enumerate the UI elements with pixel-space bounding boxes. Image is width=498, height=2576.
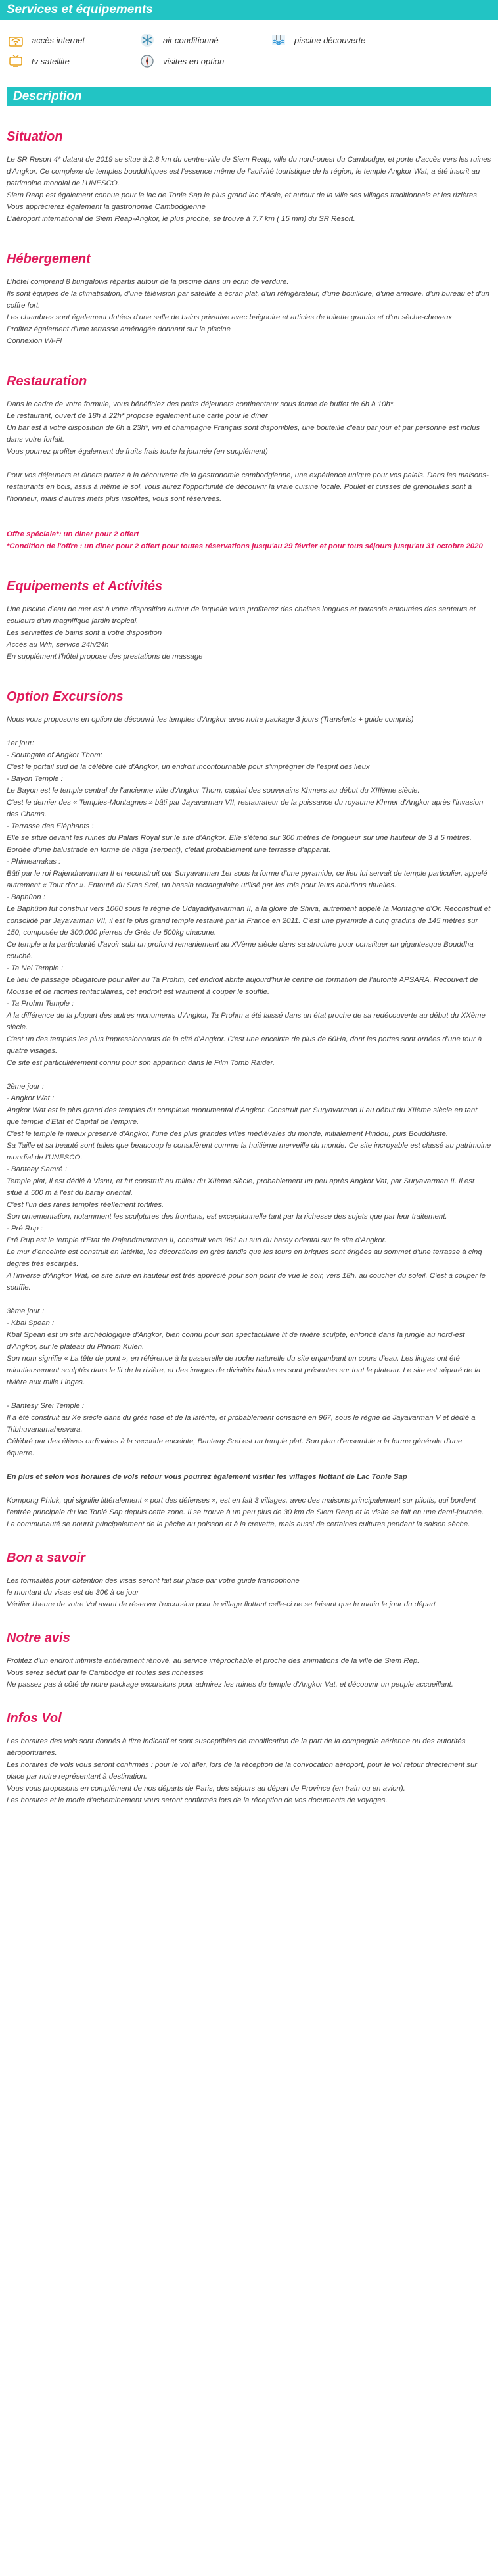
snowflake-icon: [138, 33, 156, 47]
service-item: [269, 33, 401, 47]
service-item: [138, 33, 269, 47]
infosvol-title: Infos Vol: [7, 1711, 62, 1725]
day3-list: [7, 1305, 491, 1459]
excursion-line: Ce temple a la particularité d'avoir subi un profond remaniement au XVème siècle dans sa structure pour constituer un gigantesque Bouddha couché.: [7, 941, 474, 960]
paragraph: Une piscine d'eau de mer est à votre disposition autour de laquelle vous profiterez des chaises longues et parasols entourées des senteurs et couleurs d'un magnifique jardin tropical.: [7, 605, 476, 625]
excursion-line: C'est le dernier des « Temples-Montagnes » bâti par Jayavarman VII, restaurateur de la puissance du royaume Khmer d'Angkor après l'invasion des Chams.: [7, 799, 484, 818]
situation-section: [7, 129, 491, 225]
excursion-line: Le lieu de passage obligatoire pour aller au Ta Prohm, cet endroit abrite aujourd'hui le centre de formation de l'autorité APSARA. Recouvert de Mousse et de racines tentaculaires, cet endroit est vraiment à couper le souffle.: [7, 976, 478, 996]
paragraph: Kompong Phluk, qui signifie littéralement « port des défenses », est en fait 3 villages, avec des maisons principalement sur pilotis, qui bordent l'entrée principale du lac Tonlé Sap depuis cette zone. Il se trouve à un peu plus de 30 km de Siem Reap et la visite se fait en une demi-journée. La communauté se nourrit principalement de la pêche au poisson et à la crevette, mais aussi de certaines cultures pendant la saison sèche.: [7, 1497, 484, 1528]
description-header: Description: [7, 87, 491, 106]
excursion-line: Son nom signifie « La tête de pont », en référence à la passerelle de roche naturelle du site enjambant un cours d'eau. Les lingas ont été minutieusement sculptés dans le lit de la rivière, et des images de divinités hindoues sont présentes sur tout le plateau. Le site est séparé de la rivière aux mille Lingas.: [7, 1355, 481, 1386]
excursion-line: - Terrasse des Eléphants :: [7, 822, 94, 830]
infosvol-section: [7, 1710, 491, 1806]
notreavis-title: Notre avis: [7, 1631, 70, 1645]
wifi-icon: [7, 33, 25, 47]
excursion-line: 2ème jour :: [7, 1083, 44, 1090]
paragraph: Un bar est à votre disposition de 6h à 23h*, vin et champagne Français sont disponibles, une bouteille d'eau par jour et par personne est inclus dans votre forfait.: [7, 424, 480, 444]
excursion-line: Son ornementation, notamment les sculptures des frontons, est exceptionnelle tant par la richesse des sujets que par leur traitement.: [7, 1213, 447, 1221]
excursion-line: Sa Taille et sa beauté sont telles que beaucoup le considèrent comme la huitième merveille du monde. Ce site incroyable est classé au patrimoine mondial de l'UNESCO.: [7, 1142, 491, 1161]
paragraph: Vous pourrez profiter également de fruits frais toute la journée (en supplément): [7, 448, 268, 456]
paragraph: Siem Reap est également connue pour le lac de Tonle Sap le plus grand lac d'Asie, et autour de la ville ses villages traditionnels et les rizières Vous apprécierez également la gastronomie Cambodgienne: [7, 191, 477, 211]
offer-conditions: *Condition de l'offre : un diner pour 2 offert pour toutes réservations jusqu'au 29 février et pour tous séjours jusqu'au 31 octobre 2020: [7, 542, 483, 550]
paragraph: Ne passez pas à côté de notre package excursions pour admirez les ruines du temple d'Angkor Vat, et découvrir un peuple accueillant.: [7, 1681, 453, 1689]
hebergement-title: Hébergement: [7, 252, 91, 266]
day2-list: [7, 1081, 491, 1294]
pool-icon: [269, 33, 288, 47]
excursion-line: Le Bayon est le temple central de l'ancienne ville d'Angkor Thom, capital des souverains Khmers au début du XIIIème siècle.: [7, 787, 420, 795]
excursion-line: Bâti par le roi Rajendravarman II et reconstruit par Suryavarman 1er sous la forme d'une pyramide, ce lieu lui servait de temple particulier, appelé autrement « Tour d'or ». Entouré du Sras Srei, un bassin rectangulaire utilisé par les rois pour leurs ablutions rituelles.: [7, 870, 487, 889]
excursion-line: C'est le portail sud de la célèbre cité d'Angkor, un endroit incontournable pour s'imprégner de l'esprit des lieux: [7, 763, 370, 771]
paragraph: Les horaires et le mode d'acheminement vous seront confirmés lors de la réception de vos documents de voyages.: [7, 1796, 388, 1804]
paragraph: Les formalités pour obtention des visas seront fait sur place par votre guide francophone: [7, 1577, 300, 1585]
offer-title: Offre spéciale*: un diner pour 2 offert: [7, 530, 139, 538]
excursion-line: Elle se situe devant les ruines du Palais Royal sur le site d'Angkor. Elle s'étend sur 300 mètres de longueur sur une hauteur de 3 à 5 mètres. Bordée d'une balustrade en forme de nâga (serpent), c'était probablement une terrasse d'apparat.: [7, 834, 472, 854]
restauration-title: Restauration: [7, 374, 87, 388]
paragraph: Vous vous proposons en complément de nos départs de Paris, des séjours au départ de Province (en train ou en avion).: [7, 1785, 405, 1792]
paragraph: Accès au Wifi, service 24h/24h: [7, 641, 109, 649]
paragraph: En supplément l'hôtel propose des prestations de massage: [7, 653, 203, 661]
paragraph: Vous serez séduit par le Cambodge et toutes ses richesses: [7, 1669, 204, 1677]
paragraph: Le SR Resort 4* datant de 2019 se situe à 2.8 km du centre-ville de Siem Reap, ville du nord-ouest du Cambodge, et porte d'accès vers les ruines d'Angkor. Ce complexe de temples bouddhiques est l'essence même de l'activité touristique de la région, le temple Angkor Wat, a été inscrit au patrimoine mondial de l'UNESCO.: [7, 156, 491, 187]
service-label: accès internet: [32, 35, 85, 45]
excursion-line: C'est un des temples les plus impressionnants de la cité d'Angkor. C'est une enceinte de plus de 60Ha, dont les portes sont ornées d'une tour à quatre visages.: [7, 1035, 482, 1055]
paragraph: Les serviettes de bains sont à votre disposition: [7, 629, 162, 637]
excursion-line: - Ta Prohm Temple :: [7, 1000, 74, 1008]
excursion-line: 3ème jour :: [7, 1307, 44, 1315]
notreavis-section: [7, 1630, 491, 1691]
excursion-line: Temple plat, il est dédié à Visnu, et fut construit au milieu du XIIème siècle, probablement un peu après Angkor Vat, par Suryavarman II. Il est situé à 500 m à l'est du baray oriental.: [7, 1177, 475, 1197]
paragraph: Vérifier l'heure de votre Vol avant de réserver l'excursion pour le village flottant celle-ci ne se faisant que le matin le jour du départ: [7, 1601, 436, 1608]
excursion-line: - Angkor Wat :: [7, 1094, 55, 1102]
hebergement-section: [7, 251, 491, 347]
excursions-section: [7, 689, 491, 1530]
excursion-line: - Ta Nei Temple :: [7, 964, 63, 972]
service-label: air conditionné: [163, 35, 219, 45]
paragraph: Connexion Wi-Fi: [7, 337, 62, 345]
excursion-line: [7, 1388, 491, 1400]
description-content: [0, 106, 498, 1806]
bonasavoir-title: Bon a savoir: [7, 1551, 86, 1565]
excursion-line: A l'inverse d'Angkor Wat, ce site situé en hauteur est très apprécié pour son point de vue le soir, vers 18h, au coucher du soleil. C'est à couper le souffle.: [7, 1272, 486, 1292]
service-item: [7, 33, 138, 47]
compass-icon: [138, 54, 156, 68]
service-label: visites en option: [163, 56, 225, 66]
day1-list: [7, 738, 491, 1069]
paragraph: Les horaires des vols sont donnés à titre indicatif et sont susceptibles de modification de la part de la compagnie aérienne ou des autorités aéroportuaires.: [7, 1737, 466, 1757]
paragraph: Pour vos déjeuners et diners partez à la découverte de la gastronomie cambodgienne, une expérience unique pour vos palais. Dans les maisons-restaurants en bois, assis à même le sol, vous aurez l'opportunité de découvrir la vraie cuisine locale. Poulet et cuisses de grenouilles sont à l'honneur, mais d'autres mets plus insolites, vous sont réservées.: [7, 471, 489, 503]
service-item: [138, 54, 269, 68]
bonasavoir-section: [7, 1550, 491, 1610]
excursion-line: - Pré Rup :: [7, 1225, 43, 1232]
excursion-line: C'est le temple le mieux préservé d'Angkor, l'une des plus grandes villes médiévales du monde, initialement Hindou, puis Bouddhiste.: [7, 1130, 448, 1138]
equipements-title: Equipements et Activités: [7, 579, 163, 594]
paragraph: Le restaurant, ouvert de 18h à 22h* propose également une carte pour le dîner: [7, 412, 268, 420]
excursion-line: A la différence de la plupart des autres monuments d'Angkor, Ta Prohm a été laissé dans un état proche de sa redécouverte au début du XXème siècle.: [7, 1012, 486, 1031]
excursion-line: Angkor Wat est le plus grand des temples du complexe monumental d'Angkor. Construit par Suryavarman II au début du XIIème siècle en tant que temple d'Etat et Capital de l'empire.: [7, 1106, 478, 1126]
excursion-line: Il a été construit au Xe siècle dans du grès rose et de la latérite, et probablement consacré en 967, sous le règne de Jayavarman V et dédié à Tribhuvanamahesvara.: [7, 1414, 476, 1434]
excursion-line: - Banteay Samré :: [7, 1165, 67, 1173]
excursion-line: Pré Rup est le temple d'Etat de Rajendravarman II, construit vers 961 au sud du baray oriental sur le site d'Angkor.: [7, 1236, 387, 1244]
service-label: piscine découverte: [294, 35, 366, 45]
equipements-section: [7, 578, 491, 663]
excursion-line: Le Baphûon fut construit vers 1060 sous le règne de Udayadityavarman II, à la gloire de Shiva, autrement appelé la Montagne d'Or. Reconstruit et consolidé par Jayavarman VII, il est le plus grand temple restauré par la France en 2011. C'est une pyramide à cinq gradins de 145 mètres sur 150, composée de 300.000 pierres de Grès de 500kg chacune.: [7, 905, 491, 937]
excursion-line: C'est l'un des rares temples réellement fortifiés.: [7, 1201, 164, 1209]
services-header: Services et équipements: [0, 0, 498, 20]
paragraph: Les horaires de vols vous seront confirmés : pour le vol aller, lors de la réception de la convocation aéroport, pour le vol retour directement sur place par notre représentant à destination.: [7, 1761, 478, 1781]
paragraph: le montant du visas est de 30€ à ce jour: [7, 1589, 139, 1597]
excursion-line: - Southgate of Angkor Thom:: [7, 751, 102, 759]
tv-icon: [7, 54, 25, 68]
excursion-line: - Bantesy Srei Temple :: [7, 1402, 84, 1410]
paragraph: L'aéroport international de Siem Reap-Angkor, le plus proche, se trouve à 7.7 km ( 15 min) du SR Resort.: [7, 215, 355, 223]
paragraph: Dans le cadre de votre formule, vous bénéficiez des petits déjeuners continentaux sous forme de buffet de 6h à 10h*.: [7, 400, 396, 408]
villages-title: En plus et selon vos horaires de vols retour vous pourrez également visiter les villages flottant de Lac Tonle Sap: [7, 1473, 407, 1481]
paragraph: Nous vous proposons en option de découvrir les temples d'Angkor avec notre package 3 jours (Transferts + guide compris): [7, 716, 414, 724]
restauration-section: [7, 373, 491, 552]
excursions-title: Option Excursions: [7, 690, 124, 704]
excursion-line: Kbal Spean est un site archéologique d'Angkor, bien connu pour son spectaculaire lit de rivière sculpté, enfoncé dans la jungle au nord-est d'Angkor, sur le plateau du Phnom Kulen.: [7, 1331, 465, 1351]
situation-title: Situation: [7, 129, 63, 144]
paragraph: L'hôtel comprend 8 bungalows répartis autour de la piscine dans un écrin de verdure.: [7, 278, 289, 286]
service-label: tv satellite: [32, 56, 70, 66]
excursion-line: - Phimeanakas :: [7, 858, 61, 866]
paragraph: Ils sont équipés de la climatisation, d'une télévision par satellite à écran plat, d'un réfrigérateur, d'une bouilloire, d'une armoire, d'un bureau et d'un coffre fort.: [7, 290, 489, 310]
service-item: [7, 54, 138, 68]
excursion-line: - Bayon Temple :: [7, 775, 63, 783]
paragraph: Profitez d'un endroit intimiste entièrement rénové, au service irréprochable et proche des animations de la ville de Siem Rep.: [7, 1657, 420, 1665]
excursion-line: Ce site est particulièrement connu pour son apparition dans le Film Tomb Raider.: [7, 1059, 275, 1067]
excursion-line: Le mur d'enceinte est construit en latérite, les décorations en grès tandis que les tours en briques sont érigées au sommet d'une terrasse à cinq degrés très escarpés.: [7, 1248, 482, 1268]
paragraph: Les chambres sont également dotées d'une salle de bains privative avec baignoire et articles de toilette gratuits et d'un sèche-cheveux: [7, 314, 453, 321]
excursion-line: - Baphûon :: [7, 893, 45, 901]
excursion-line: Célébré par des élèves ordinaires à la seconde enceinte, Banteay Srei est un temple plat. Son plan d'ensemble a la forme générale d'une équerre.: [7, 1438, 463, 1457]
excursion-line: - Kbal Spean :: [7, 1319, 55, 1327]
services-list: [0, 20, 498, 80]
excursion-line: 1er jour:: [7, 739, 34, 747]
paragraph: Profitez également d'une terrasse aménagée donnant sur la piscine: [7, 325, 231, 333]
